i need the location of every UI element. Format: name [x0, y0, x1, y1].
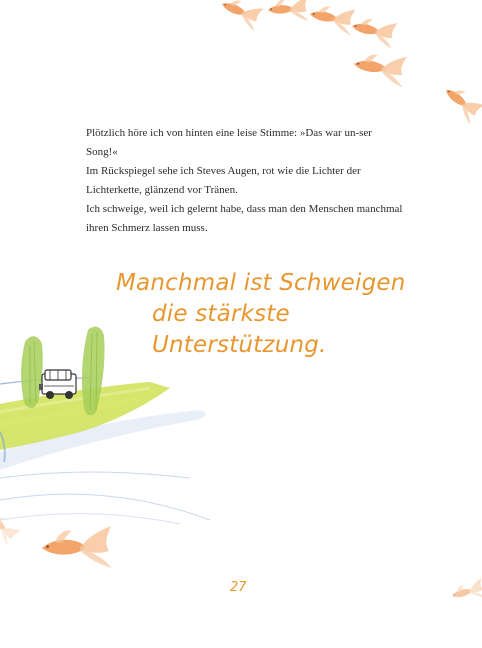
goldfish-icon — [0, 510, 21, 547]
page-number: 27 — [230, 580, 247, 595]
goldfish-icon — [267, 0, 310, 24]
paragraph: Ich schweige, weil ich gelernt habe, dass man den Menschen manchmal ihren Schmerz lassen muss. — [86, 203, 403, 234]
goldfish-icon — [438, 82, 482, 125]
goldfish-icon — [217, 0, 264, 31]
goldfish-icon — [41, 526, 114, 573]
quote-line-2: die stärkste Unterstützung. — [152, 301, 327, 358]
goldfish-icon — [349, 15, 397, 49]
goldfish-icon — [352, 51, 407, 87]
paragraph: Im Rückspiegel sehe ich Steves Augen, rot wie die Lichter der Lichterkette, glänzend vor Tränen. — [86, 165, 361, 196]
goldfish-icon — [449, 578, 482, 607]
paragraph: Plötzlich höre ich von hinten eine leise Stimme: »Das war un-ser Song!« — [86, 127, 372, 158]
quote-line-1: Manchmal ist Schweigen — [116, 270, 406, 296]
goldfish-icon — [308, 3, 356, 35]
handwritten-quote — [116, 268, 436, 361]
story-text — [86, 124, 404, 238]
